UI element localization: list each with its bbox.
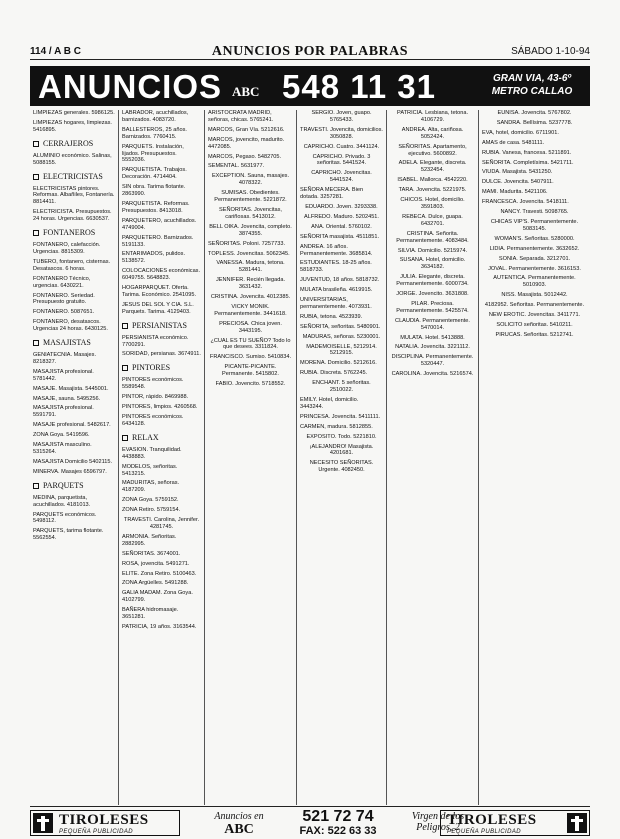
classified-ad: MAMI. Madurita. 5421106. — [482, 189, 548, 196]
classified-ad: ALFREDO. Maduro. 5202451. — [304, 213, 379, 220]
classified-ad: ROSA, jovencita. 5491271. — [122, 560, 190, 567]
classified-ad: VICKY MONIK. Permanentemente. 3441618. — [214, 303, 287, 317]
category-heading — [33, 139, 115, 149]
classified-ad: CAROLINA. Jovencita. 5216574. — [391, 371, 474, 378]
classified-ad: SONIA. Separada. 3212701. — [498, 255, 571, 262]
classified-ad: AMAS de casa. 5481111. — [482, 139, 545, 146]
category-heading-label: ELECTRICISTAS — [43, 171, 103, 181]
classified-ad: ESTUDIANTES. 18-25 años. 5818733. — [300, 260, 372, 274]
classified-ad: FRANCISCO. Sumiso. 5410834. — [209, 354, 292, 361]
classified-ad: CARMEN, madura. 5812855. — [300, 423, 373, 430]
classified-ad: EXPOSITO. Todo. 5221810. — [306, 433, 377, 440]
checkbox-square-icon — [33, 340, 39, 346]
classified-ad: JOVAL. Permanentemente. 3616153. — [488, 265, 581, 272]
classified-ad: MINERVA. Masajes 6596797. — [33, 468, 107, 475]
classified-ad: PIRUCAS. Señoritas. 5212741. — [495, 331, 574, 338]
footer-abc: ABC — [224, 822, 254, 837]
classified-ad: JENNIFER. Recién llegada. 3631432. — [215, 277, 286, 291]
banner-title: ANUNCIOS — [38, 68, 223, 105]
classified-ad: MASAJE profesional. 5482617. — [33, 422, 111, 429]
checkbox-square-icon — [33, 483, 39, 489]
classified-ad: JUVENTUD, 18 años. 5818732. — [300, 277, 380, 284]
classified-ad: PARQUETERO, acuchillados. 4749004. — [122, 217, 197, 231]
cross-icon — [567, 813, 587, 833]
classified-ad: BAÑERA hidromasaje. 3651281. — [122, 607, 179, 621]
footer-logo-left — [30, 810, 180, 836]
page-number: 114 / A B C — [30, 46, 81, 57]
classified-ad: ANDREA. 16 años. Permanentemente. 3685814. — [300, 243, 373, 257]
banner-brand: ABC — [232, 84, 260, 99]
classified-ad: LABRADOR, acuchillados, barnizados. 4083720. — [122, 110, 189, 123]
classified-ad: SORIDAD, persianas. 3674911. — [122, 351, 201, 358]
footer-anuncios-en — [194, 811, 284, 837]
classified-ad: MADURAS, señoras. 5230001. — [302, 333, 381, 340]
classified-ad: SUMISAS. Obedientes. Permanentemente. 5221872. — [214, 190, 287, 204]
classified-ad: NECESITO SEÑORITAS. Urgente. 4082450. — [309, 460, 374, 474]
classified-ad: 4182952. Señoritas. Permanentemente. — [484, 302, 585, 309]
section-title: ANUNCIOS POR PALABRAS — [211, 44, 409, 59]
category-heading-label: PERSIANISTAS — [132, 320, 187, 330]
footer-phone: 521 72 74 — [302, 808, 374, 825]
classified-ad: ELECTRICISTAS pintores. Reformas. Albañiles, Fontanería. 8814411. — [33, 185, 115, 206]
classified-ad: SUSANA. Hotel, domicilio. 3634182. — [399, 257, 466, 271]
classified-ad: PICANTE-PICANTE. Permanente. 5415802. — [222, 364, 279, 378]
classified-ad: EVA, hotel, domicilio. 6711901. — [482, 129, 559, 136]
ad-column-6 — [478, 110, 590, 805]
classified-ad: ADELA. Elegante, discreta. 5232454. — [398, 160, 467, 174]
classified-ad: NANCY. Travesti. 5098765. — [500, 209, 569, 216]
category-heading-label: MASAJISTAS — [43, 338, 91, 348]
classified-ad: SOLICITO señoritas. 5410211. — [496, 321, 573, 328]
classified-ad: NATALIA. Jovencita. 3221112. — [395, 344, 470, 351]
category-heading-label: PARQUETS — [43, 480, 84, 490]
classified-ad: MORENA. Domicilio. 5212616. — [300, 360, 377, 367]
classified-ad: EVASION. Tranquilidad. 4438883. — [122, 446, 182, 460]
classified-ad: PILAR. Preciosa. Permanentemente. 5425574. — [396, 300, 469, 314]
classified-ad: MASAJISTA masculino. 5315264. — [33, 442, 92, 455]
classified-ad: MARCOS, Gran Vía. 5212616. — [208, 126, 285, 133]
footer-slogan-right: PEQUEÑA PUBLICIDAD — [447, 829, 521, 835]
classified-ad: LIDIA. Permanentemente. 3632652. — [489, 245, 580, 252]
classified-ad: NEW EROTIC. Jovencitas. 3411771. — [488, 312, 581, 319]
footer-mid-prefix: Anuncios en — [214, 811, 264, 822]
checkbox-square-icon — [33, 230, 39, 236]
classified-ad: ZONA Goya. 5759152. — [122, 497, 179, 504]
classified-ad: SEMENTAL. 5631977. — [208, 163, 265, 170]
classified-ad: COLOCACIONES económicas. 6049755. 5648823. — [122, 268, 201, 282]
classified-ad: MEDINA, parquetista, acuchillados. 4181013. — [33, 494, 91, 508]
classified-ad: TOPLESS. Jovencitas. 5062345. — [208, 250, 290, 257]
classified-ad: SEÑORA MECERA. Bien dotada. 3257281. — [300, 187, 364, 201]
classified-ad: EDUARDO. Joven. 3293338. — [305, 203, 378, 210]
classified-ad: PINTOR, rápido. 8469988. — [122, 394, 189, 401]
classified-ad: EUNISA. Jovencita. 5767802. — [497, 110, 572, 116]
classified-ad: MASAJISTA Domicilio 5402115. — [33, 458, 113, 465]
classified-ad: PARQUETS. Instalación, lijados. Presupuestos. 5552036. — [122, 143, 184, 164]
category-heading-label: PINTORES — [132, 363, 171, 373]
footer-brand-left: TIROLESES — [59, 812, 149, 828]
classified-ad: PATRICIA. Lesbiana, tetona. 4106729. — [397, 110, 468, 123]
classified-ad: LIMPIEZAS hogares, limpiezas. 5416895. — [33, 119, 112, 133]
classifieds-banner — [30, 66, 590, 106]
category-heading-label: FONTANEROS — [43, 228, 96, 238]
classified-ad: ANDREA. Alta, cariñosa. 5052424. — [401, 126, 464, 140]
classified-ad: ARISTOCRATA MADRID, señoras, chicas. 5765241. — [208, 110, 274, 123]
classified-ad: ¿CUAL ES TU SUEÑO? Todo lo que desees. 3311824. — [210, 337, 291, 351]
classified-ad: DISCIPLINA. Permanentemente. 5320447. — [391, 354, 474, 368]
category-heading — [33, 338, 115, 348]
classified-ad: ARMONIA. Señoritas. 2882995. — [122, 533, 177, 547]
classified-ad: PARQUETISTA. Trabajos. Decoración. 4714404. — [122, 167, 187, 181]
classified-ad: CRISTINA. Señorita. Permanentemente. 4083484. — [396, 230, 469, 244]
classified-ad: SEÑORITAS. 3674001. — [122, 550, 181, 557]
classified-ad: JORGE. Jovencito. 3631808. — [396, 291, 469, 298]
classified-ad: ENCHANT. 5 señoritas. 2510022. — [312, 380, 371, 394]
classified-ad: VANESSA. Madura, tetona. 5281441. — [216, 260, 285, 274]
classified-ad: PRECIOSA. Chica joven. 3443195. — [219, 320, 282, 334]
classified-ad: SEÑORITA. Completísima. 5421711. — [482, 159, 574, 166]
classified-ad: SEÑORITAS. Poloni. 7257733. — [208, 240, 286, 247]
classified-ad: LIMPIEZAS generales. 5986125. — [33, 110, 115, 116]
classified-ad: ¡ALEJANDRO! Masajista. 4201681. — [309, 443, 374, 457]
category-heading-label: RELAX — [132, 432, 159, 442]
classified-ad: SEÑORITA, señoritas. 5480901. — [300, 323, 381, 330]
cross-icon — [33, 813, 53, 833]
page-header — [30, 44, 590, 60]
classified-ad: JESUS DEL SOL Y CIA. S.L. Parquets. Tarima. 4129403. — [122, 301, 194, 315]
banner-phone: 548 11 31 — [282, 68, 436, 105]
classified-ad: TRAVESTI. Jovencita, domicilios. 3050828. — [300, 126, 383, 140]
classified-ad: FONTANERO. 5087651. — [33, 309, 95, 316]
classified-ad: SEÑORITA masajista. 4511851. — [300, 233, 380, 240]
footer-slogan-left: PEQUEÑA PUBLICIDAD — [59, 829, 133, 835]
classified-ad: RUBIA, tetona. 4523939. — [300, 313, 363, 320]
classified-ad: MADURITAS, señoras. 4187209. — [122, 480, 180, 494]
classified-ad: ELITE. Zona Retiro. 5100463. — [122, 570, 197, 577]
classified-ad: TUBERO, fontanero, cisternas. Desatascos. 6 horas. — [33, 258, 111, 272]
classified-columns — [30, 110, 590, 805]
classified-ad: REBECA. Dulce, guapa. 6432701. — [402, 213, 463, 227]
classified-ad: WOMAN'S. Señoritas. 5280000. — [494, 235, 575, 242]
category-heading — [33, 228, 115, 238]
classified-ad: FONTANERO, desatascos. Urgencias 24 horas. 6430125. — [33, 319, 108, 333]
classified-ad: PARQUETERO. Barnizados. 5191133. — [122, 234, 194, 248]
classified-ad: PARQUETISTA. Reformas. Presupuestos. 8413018. — [122, 200, 190, 214]
classified-ad: MULATA. Hotel. 5413888. — [400, 334, 465, 341]
classified-ad: GENIATECNIA. Masajes. 8218327. — [33, 352, 96, 365]
footer-phone-block — [286, 809, 390, 837]
classified-ad: BALLESTEROS, 25 años. Barnizados. 7760415. — [122, 126, 187, 140]
classified-ad: MASAJE. Masajista. 5445001. — [33, 385, 109, 392]
category-heading-label: CERRAJEROS — [43, 138, 94, 148]
classified-ad: VIUDA. Masajista. 5431250. — [482, 169, 553, 176]
classified-ad: MARCOS, jovencito, madurito. 4472085. — [208, 136, 285, 150]
classified-ad: JULIA. Elegante, discreta. Permanentemente. 6000734. — [396, 274, 469, 288]
category-heading — [33, 481, 115, 491]
classified-ad: FONTANERO. Seriedad. Presupuesto gratuito. — [33, 292, 95, 306]
ad-column-2 — [118, 110, 204, 805]
category-heading — [33, 172, 115, 182]
classified-ad: ELECTRICISTA. Presupuestos. 24 horas. Urgencias. 6630537. — [33, 209, 112, 223]
classified-ad: CAPRICHO. Cuatro. 3441124. — [303, 143, 380, 150]
checkbox-square-icon — [122, 365, 128, 371]
classified-ad: GALIA MADAM. Zona Goya. 4102799. — [122, 590, 193, 604]
classified-ad: ZONA Argüelles. 5491288. — [122, 580, 189, 587]
classified-ad: PINTORES económicos. 5589548. — [122, 377, 184, 391]
checkbox-square-icon — [33, 141, 39, 147]
ad-column-4 — [296, 110, 386, 805]
classified-ad: FONTANERO Técnico, urgencias. 6430221. — [33, 275, 91, 289]
banner-address: GRAN VIA, 43-6º METRO CALLAO — [491, 73, 573, 97]
classified-ad: SIN obra. Tarima flotante. 2863990. — [122, 184, 186, 198]
classified-ad: RUBIA. Discreta. 5762245. — [300, 370, 368, 377]
classified-ad: FONTANERO, calefacción. Urgencias. 8815309. — [33, 242, 101, 255]
footer-brand-right: TIROLESES — [447, 812, 537, 828]
checkbox-square-icon — [122, 435, 128, 441]
classified-ad: SEÑORITAS. Jovencitas, cariñosas. 5413012. — [218, 206, 282, 220]
classified-ad: TRAVESTI. Carolina, Jennifer. 4281745. — [123, 517, 200, 530]
classified-ad: HOGARPARQUET. Oferta. Tarima. Económico. 2541095. — [122, 285, 197, 298]
classified-ad: MADEMOISELLE, 5212914. 5212915. — [306, 343, 377, 357]
classified-ad: SANDRA. Bellísima. 5237778. — [496, 119, 573, 126]
classified-ad: PERSIANISTA económico. 7700291. — [122, 334, 189, 348]
classified-ad: PATRICIA, 19 años. 3163544. — [122, 623, 197, 630]
ad-column-5 — [386, 110, 478, 805]
category-heading — [122, 363, 201, 373]
classified-ad: SILVIA. Domicilio. 5215974. — [397, 247, 468, 254]
footer-address: Virgen de los Peligros, 2 — [411, 811, 465, 833]
category-heading — [122, 321, 201, 331]
classified-ad: ANA. Oriental. 5760102. — [311, 223, 372, 230]
classified-ad: ALUMINIO económico. Salinas, 5088155. — [33, 152, 112, 166]
classified-ad: EMILY. Hotel, domicilio. 3443244. — [300, 397, 359, 410]
ad-column-1 — [30, 110, 118, 805]
page-footer-ad — [30, 806, 590, 838]
classified-ad: FABIO. Jovencito. 5718552. — [215, 381, 286, 388]
classified-ad: MARCOS, Pegaso. 5482705. — [208, 153, 282, 160]
classified-ad: MASAJE, sauna. 5495256. — [33, 395, 101, 402]
classified-ad: RUBIA. Vanesa, francesa. 5211891. — [482, 149, 572, 156]
classified-ad: UNIVERSITARIAS, permanentemente. 4073931. — [300, 297, 372, 310]
classified-ad: FRANCESCA. Jovencita. 5418111. — [482, 199, 569, 206]
ad-column-3 — [204, 110, 296, 805]
classified-ad: TARA. Jovencita. 5221975. — [398, 187, 467, 194]
checkbox-square-icon — [122, 323, 128, 329]
classified-ad: BELL OIKA. Jovencita, completo. 3874355. — [209, 223, 292, 237]
classified-ad: ZONA Goya. 5419596. — [33, 432, 90, 439]
classified-ad: CRISTINA. Jovencita. 4012385. — [210, 294, 291, 301]
classified-ad: PRINCESA. Jovencita. 5411111. — [300, 413, 381, 420]
footer-logo-right — [440, 810, 590, 836]
classified-ad: PARQUETS, tarima flotante. 5562554. — [33, 528, 104, 542]
classified-ad: SEÑORITAS. Apartamento, ejecutivo. 5600892. — [398, 143, 467, 157]
footer-fax: FAX: 522 63 33 — [299, 825, 377, 837]
checkbox-square-icon — [33, 174, 39, 180]
classified-ad: CLAUDIA. Permanentemente. 5470014. — [395, 317, 470, 331]
category-heading — [122, 433, 201, 443]
classified-ad: EXCEPTION. Sauna, masajes. 4078322. — [211, 173, 290, 187]
classified-ad: PARQUETS económicos. 5498112. — [33, 511, 97, 525]
issue-date: SÁBADO 1-10-94 — [511, 46, 590, 57]
classified-ad: CAPRICHO. Jovencitas. 5441524. — [311, 170, 372, 184]
classified-ad: ENTARIMADOS, pulidos. 5138572. — [122, 251, 185, 265]
classified-ad: ZONA Retiro. 5759154. — [122, 507, 181, 514]
classified-ad: CHICOS. Hotel, domicilio. 3591803. — [400, 197, 465, 210]
classified-ad: MASAJISTA profesional. 5591791. — [33, 405, 94, 419]
classified-ad: AUTENTICA. Permanentemente. 5010903. — [493, 275, 576, 289]
classified-ad: CHICAS VIP'S. Permanentemente. 5083145. — [490, 218, 579, 232]
classified-ad: PINTORES, limpios. 4260568. — [122, 404, 198, 411]
classified-ad: MODELOS, señoritas. 5413215. — [122, 463, 178, 477]
classified-ad: NISS. Masajista. 5012442. — [501, 292, 568, 299]
classified-ad: ISABEL. Mallorca. 4542220. — [397, 177, 468, 184]
classified-ad: CAPRICHO. Privado. 3 señoritas. 5441524. — [312, 153, 371, 167]
classified-ad: PINTORES económicos. 6434128. — [122, 414, 184, 427]
classified-ad: SERGIO. Joven, guapo. 5765433. — [311, 110, 372, 123]
classified-ad: MASAJISTA profesional. 5781442. — [33, 368, 94, 382]
classified-ad: MULATA brasileña. 4619915. — [300, 287, 373, 294]
classified-ad: DULCE. Jovencita. 5407911. — [482, 179, 554, 186]
